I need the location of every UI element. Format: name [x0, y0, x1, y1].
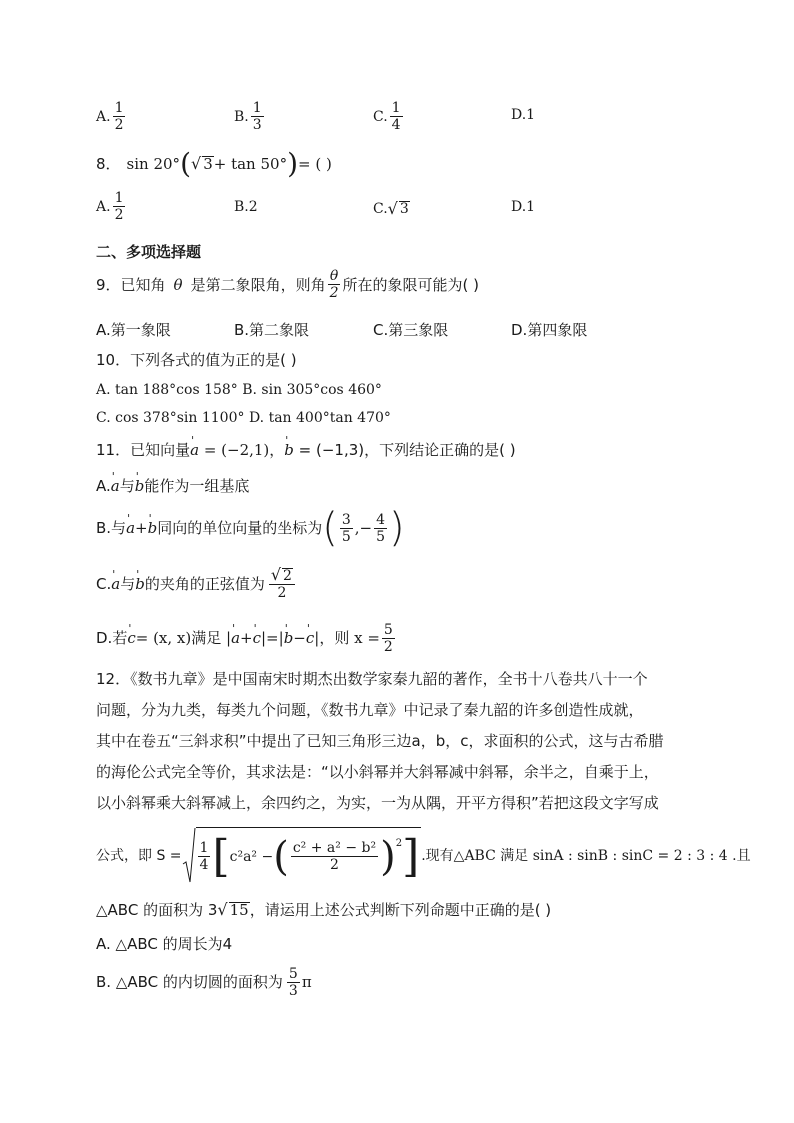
paren-close: )	[287, 147, 299, 180]
option-letter: C.	[96, 575, 112, 593]
vector-a: ' a	[126, 518, 135, 538]
option-letter: B.	[234, 108, 249, 125]
formula-text: .现有△ABC 满足 sinA : sinB : sinC = 2 : 3 : 4 .且	[421, 848, 751, 864]
question-text: △ABC 的面积为 3	[96, 901, 218, 919]
numerator: 4	[376, 511, 386, 528]
fraction	[287, 966, 300, 999]
radical-sign: √	[270, 565, 282, 584]
q12-line7	[96, 900, 551, 920]
q9-question	[96, 268, 479, 301]
sqrt-formula	[182, 826, 422, 886]
q12-option-a: A. △ABC 的周长为4	[96, 935, 233, 953]
option-letter: C.	[373, 108, 388, 125]
option-letter: A.	[96, 108, 111, 125]
numerator: 1	[199, 840, 209, 856]
radical-sign: √	[191, 154, 202, 173]
question-text: 是第二象限角，则角	[190, 275, 326, 294]
radicand: 15	[229, 901, 249, 919]
exponent: 2	[395, 837, 403, 849]
operator: +	[135, 519, 148, 537]
denominator: 2	[114, 117, 124, 133]
option-text: B.2	[234, 199, 258, 215]
fraction	[328, 268, 341, 301]
option-text: 同向的单位向量的坐标为	[157, 519, 323, 537]
bracket-close: ]	[402, 830, 420, 882]
radicand: 3	[203, 155, 213, 173]
paragraph-line: 12．《数书九章》是中国南宋时期杰出数学家秦九韶的著作，全书十八卷共八十一个	[96, 670, 648, 688]
question-text: 9．已知角	[96, 275, 166, 294]
q9-option-a: A.第一象限	[96, 321, 171, 339]
q8-option-a	[96, 190, 127, 223]
operator: +	[240, 629, 253, 647]
question-text: ，请运用上述公式判断下列命题中正确的是( )	[249, 901, 552, 919]
expression: c²a² −	[229, 848, 274, 865]
numerator: 5	[288, 965, 298, 982]
fraction	[382, 622, 395, 655]
q11-option-d	[96, 620, 397, 656]
option-text: B.与	[96, 519, 127, 537]
expression: + tan 50°	[213, 155, 288, 173]
theta-symbol: θ	[173, 275, 183, 294]
vector-a: ' a	[190, 440, 199, 460]
paragraph-line: 其中在卷五“三斜求积”中提出了已知三角形三边a，b，c，求面积的公式，这与古希腊	[96, 732, 664, 750]
fraction	[113, 190, 126, 223]
radicand: 3	[399, 200, 409, 217]
vector-b: ' b	[135, 476, 145, 496]
q7-option-c	[373, 100, 405, 133]
denominator: 2	[114, 207, 124, 223]
operator: −	[293, 629, 306, 647]
fraction	[374, 512, 387, 545]
vector-b: ' b	[135, 574, 145, 594]
q7-option-d	[511, 107, 535, 123]
fraction	[269, 567, 295, 601]
numerator: c² + a² − b²	[292, 840, 377, 856]
bracket-open: [	[212, 830, 230, 882]
option-text: 与	[120, 575, 136, 593]
q8-question	[96, 147, 332, 180]
q10-question: 10．下列各式的值为正的是( )	[96, 351, 297, 369]
q9-option-c: C.第三象限	[373, 321, 449, 339]
q8-option-c	[373, 199, 410, 218]
option-text: 的夹角的正弦值为	[144, 575, 265, 593]
denominator: 2	[329, 285, 339, 301]
pi-symbol: π	[301, 973, 312, 991]
fraction	[113, 100, 126, 133]
option-letter: A.	[96, 477, 111, 495]
vector-c: ' c	[253, 628, 261, 648]
paren-close: )	[380, 833, 396, 880]
numerator: 1	[252, 100, 262, 116]
q11-question	[96, 440, 516, 460]
q8-option-d	[511, 199, 535, 215]
numerator: 1	[114, 100, 124, 116]
numerator: 1	[391, 100, 401, 116]
numerator: 3	[341, 511, 351, 528]
separator: ,−	[354, 519, 373, 537]
fraction	[390, 100, 403, 133]
option-letter: A.	[96, 198, 111, 215]
option-text: B. △ABC 的内切圆的面积为	[96, 973, 283, 991]
denominator: 4	[391, 117, 401, 133]
q11-option-c	[96, 566, 297, 602]
vector-b: ' b	[284, 628, 294, 648]
denominator: 2	[383, 638, 393, 655]
denominator: 2	[329, 857, 339, 873]
q7-option-b	[234, 100, 266, 133]
option-text: D.1	[511, 107, 536, 123]
numerator: θ	[329, 268, 339, 284]
q10-options-line1: A. tan 188°cos 158° B. sin 305°cos 460°	[96, 382, 382, 398]
q9-option-b: B.第二象限	[234, 321, 310, 339]
vector-a: ' a	[111, 476, 120, 496]
question-text: = (−1,3)，下列结论正确的是( )	[293, 441, 516, 459]
numerator: 1	[114, 190, 124, 206]
vector-b: ' b	[148, 518, 158, 538]
paragraph-line: 以小斜幂乘大斜幂减上，余四约之，为实，一为从隅，开平方得积”若把这段文字写成	[96, 794, 659, 812]
expression: sin 20°	[126, 155, 181, 173]
radical-sign: √	[217, 900, 228, 919]
q10-options-line2: C. cos 378°sin 1100° D. tan 400°tan 470°	[96, 410, 391, 426]
denominator: 2	[277, 585, 287, 601]
question-text: 所在的象限可能为( )	[342, 275, 479, 294]
paragraph-line: 问题，分为九类，每类九个问题，《数书九章》中记录了秦九韶的许多创造性成就，	[96, 701, 644, 719]
expression: = ( )	[298, 155, 332, 173]
option-text: 与	[119, 477, 135, 495]
radical-sign: √	[387, 199, 398, 218]
paren-open: (	[273, 833, 289, 880]
q11-option-b	[96, 505, 405, 551]
fraction	[291, 840, 378, 873]
q12-formula-line	[96, 822, 751, 890]
expression: = (−2,1)，	[199, 441, 285, 459]
vector-c: ' c	[306, 628, 314, 648]
vector-c: ' c	[127, 628, 135, 648]
option-letter: C.	[373, 200, 388, 217]
option-text: 能作为一组基底	[144, 477, 250, 495]
fraction	[198, 840, 211, 873]
option-text: D.1	[511, 199, 536, 215]
fraction	[340, 512, 353, 545]
vector-b: ' b	[284, 440, 294, 460]
q12-option-b	[96, 962, 312, 1002]
radicand: 2	[283, 568, 292, 584]
q7-option-a	[96, 100, 127, 133]
option-text: D.若	[96, 629, 128, 647]
vector-a: ' a	[231, 628, 240, 648]
formula-label: 公式，即 S =	[96, 848, 182, 864]
denominator: 4	[199, 857, 209, 873]
paren-open: (	[180, 147, 191, 180]
denominator: 3	[288, 982, 298, 999]
paren-close: )	[389, 505, 405, 551]
radicand-box	[196, 827, 422, 886]
q11-option-a	[96, 476, 249, 496]
radical-sign	[182, 826, 196, 886]
expression: |，则 x =	[314, 629, 380, 647]
fraction	[251, 100, 264, 133]
vector-a: ' a	[111, 574, 120, 594]
operator: |=|	[261, 629, 284, 647]
expression: = (x, x)满足 |	[135, 629, 232, 647]
q9-option-d: D.第四象限	[511, 321, 588, 339]
question-text: 11．已知向量	[96, 441, 191, 459]
denominator: 5	[376, 528, 386, 545]
paragraph-line: 的海伦公式完全等价，其求法是：“以小斜幂并大斜幂减中斜幂，余半之，自乘于上，	[96, 763, 659, 781]
section-heading: 二、多项选择题	[96, 243, 202, 261]
q8-option-b	[234, 199, 258, 215]
denominator: 5	[341, 528, 351, 545]
numerator	[269, 567, 295, 585]
denominator: 3	[252, 117, 262, 133]
question-number: 8．	[96, 155, 121, 173]
q12-paragraph	[96, 664, 696, 819]
numerator: 5	[383, 621, 393, 638]
paren-open: (	[322, 505, 338, 551]
